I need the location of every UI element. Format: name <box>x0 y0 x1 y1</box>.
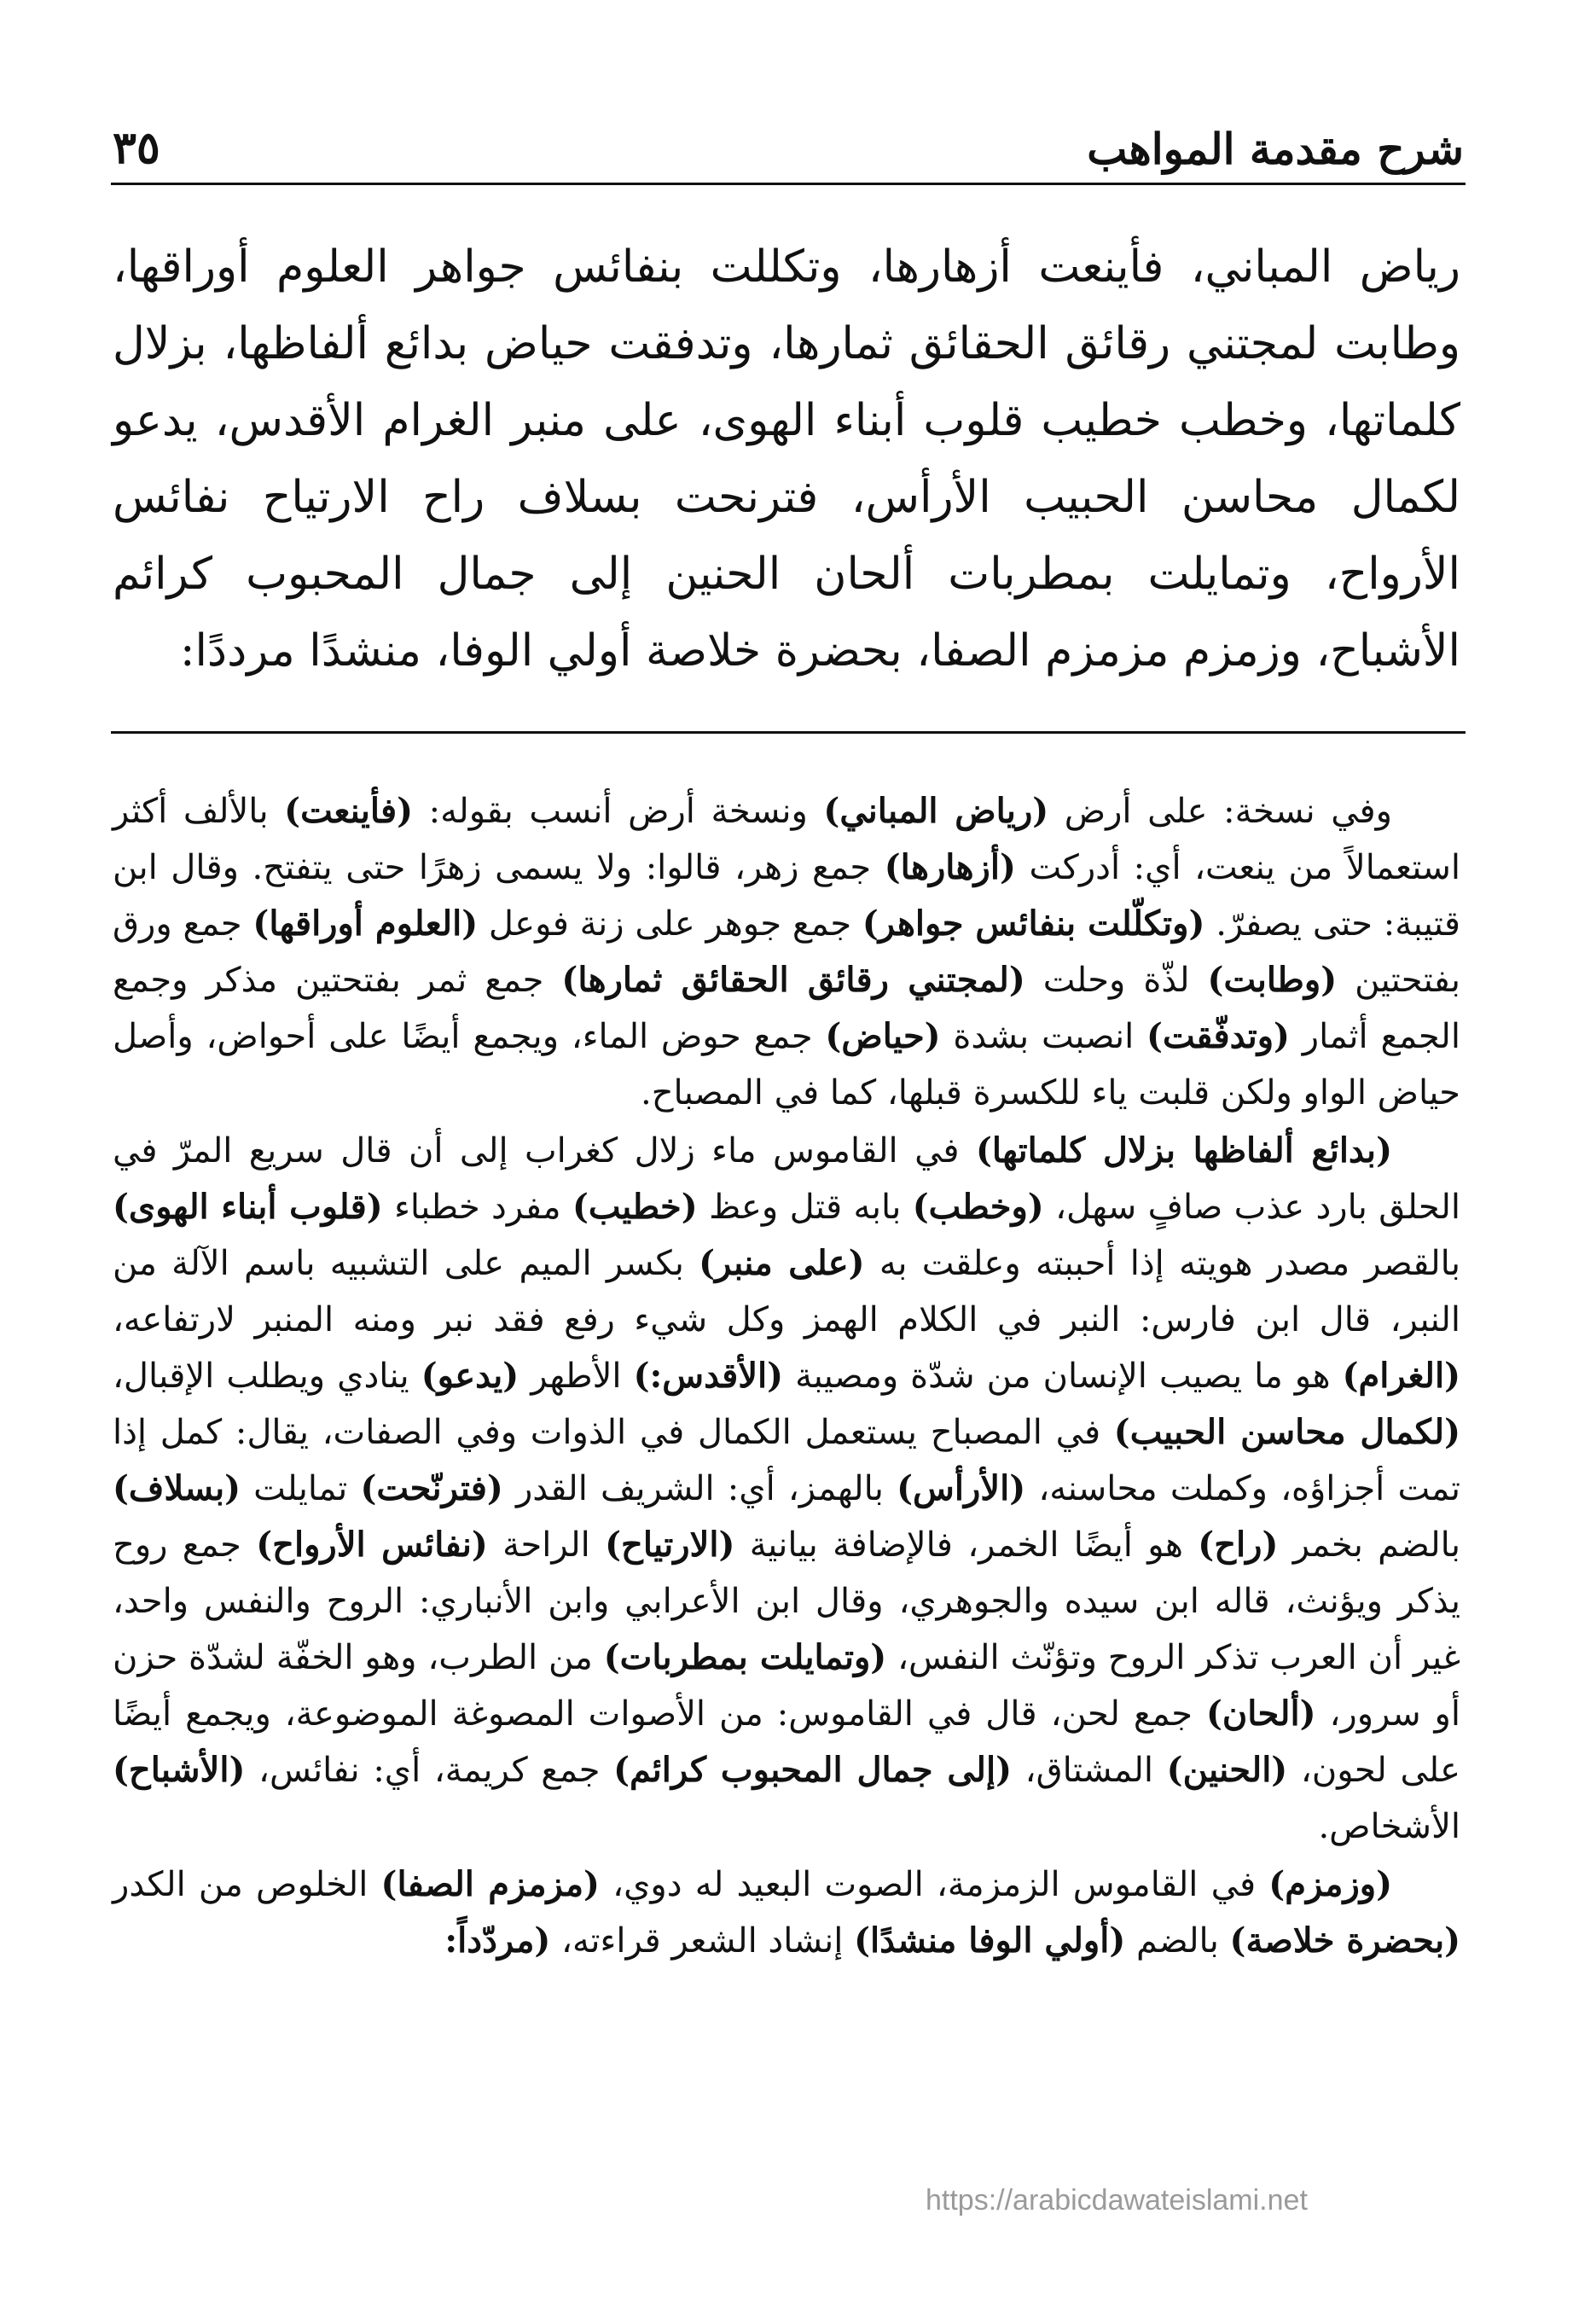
note-text: الأطهر <box>519 1357 634 1396</box>
page-number: ٣٥ <box>113 122 160 174</box>
note-text: في المصباح يستعمل الكمال في الذوات وفي الصفات، يقال: كمل إذا تمت أجزاؤه، وكملت محاسنه، <box>113 1413 1461 1508</box>
bold-lemma: (على منبر) <box>699 1243 865 1283</box>
bold-lemma: (مزمزم الصفا) <box>380 1864 600 1904</box>
bold-lemma: (الأقدس:) <box>633 1356 784 1396</box>
note-text: بالألف أكثر استعمالاً من ينعت، أي: أدركت <box>113 792 1461 887</box>
note-paragraph <box>113 1123 1460 1855</box>
bold-lemma: (الأشباح) <box>113 1750 246 1790</box>
bold-lemma: (الحنين) <box>1166 1750 1288 1790</box>
bold-lemma: (حياض) <box>825 1016 941 1056</box>
note-text: لذّة وحلت <box>1024 961 1208 1000</box>
bold-lemma: (وتمايلت بمطربات) <box>603 1637 887 1677</box>
watermark-url: https://arabicdawateislami.net <box>926 2184 1308 2217</box>
note-text: مفرد خطباء <box>382 1188 572 1227</box>
note-text: في القاموس الزمزمة، الصوت البعيد له دوي، <box>599 1865 1269 1904</box>
note-text: هو ما يصيب الإنسان من شدّة ومصيبة <box>783 1357 1343 1396</box>
main-text: رياض المباني، فأينعت أزهارها، وتكللت بنفائس جواهر العلوم أوراقها، وطابت لمجتني رقائق الحقائق ثمارها، وتدفقت حياض بدائع ألفاظها، بزلال كلماتها، وخطب خطيب قلوب أبناء الهوى، على منبر الغرام الأقدس، يدعو لكمال محاسن الحبيب الأرأس، فترنحت بسلاف راح الارتياح نفائس الأرواح، وتمايلت بمطربات ألحان الحنين إلى جمال المحبوب كرائم الأشباح، وزمزم مزمزم الصفا، بحضرة خلاصة أولي الوفا، منشدًا مرددًا: <box>113 241 1461 677</box>
bold-lemma: (خطيب) <box>572 1187 698 1227</box>
note-text: إنشاد الشعر قراءته، <box>550 1921 855 1961</box>
bold-lemma: (لمجتني رقائق الحقائق ثمارها) <box>561 960 1025 1000</box>
running-title: شرح مقدمة المواهب <box>1087 124 1464 174</box>
note-text: جمع حوض الماء، ويجمع أيضًا على أحواض، وأصل حياض الواو ولكن قلبت ياء للكسرة قبلها، كما في المصباح. <box>113 1017 1460 1113</box>
commentary-notes <box>113 783 1460 1969</box>
bold-lemma: (فأينعت) <box>284 791 414 831</box>
bold-lemma: (الأرأس) <box>897 1468 1026 1508</box>
bold-lemma: (ألحان) <box>1205 1694 1316 1734</box>
bold-lemma: (العلوم أوراقها) <box>252 903 479 944</box>
bold-lemma: (وطابت) <box>1207 960 1338 1000</box>
note-text: انصبت بشدة <box>940 1017 1147 1056</box>
footnote-separator <box>111 731 1466 734</box>
note-text: ونسخة أرض أنسب بقوله: <box>413 792 824 831</box>
bold-lemma: (الغرام) <box>1342 1356 1461 1396</box>
bold-lemma: (نفائس الأرواح) <box>256 1525 488 1565</box>
note-text: جمع ورق بفتحتين <box>113 904 1461 1000</box>
note-text: بابه قتل وعظ <box>697 1188 913 1227</box>
note-text: بكسر الميم على التشبيه باسم الآلة من النبر، قال ابن فارس: النبر في الكلام الهمز وكل شيء رفع فقد نبر ومنه المنبر لارتفاعه، <box>113 1244 1460 1339</box>
note-text: هو أيضًا الخمر، فالإضافة بيانية <box>734 1525 1199 1565</box>
bold-lemma: (وتكلّلت بنفائس جواهر) <box>862 903 1205 944</box>
bold-lemma: (أولي الوفا منشدًا) <box>854 1920 1126 1961</box>
note-text: الأشخاص. <box>1318 1807 1460 1846</box>
bold-lemma: (قلوب أبناء الهوى) <box>113 1187 383 1227</box>
bold-lemma: (فترنّحت) <box>360 1468 503 1508</box>
bold-lemma: (وزمزم) <box>1268 1864 1393 1904</box>
note-text: جمع كريمة، أي: نفائس، <box>245 1751 614 1790</box>
bold-lemma: (لكمال محاسن الحبيب) <box>1113 1412 1461 1452</box>
note-text: جمع ثمر بفتحتين مذكر وجمع الجمع أثمار <box>113 961 1460 1056</box>
bold-lemma: (بدائع ألفاظها بزلال كلماتها) <box>975 1130 1392 1171</box>
bold-lemma: (رياض المباني) <box>823 791 1049 831</box>
bold-lemma: (وخطب) <box>912 1187 1044 1227</box>
bold-lemma: (إلى جمال المحبوب كرائم) <box>613 1750 1012 1790</box>
page-header <box>113 102 1464 174</box>
note-text: الخلوص من الكدر <box>113 1865 381 1904</box>
note-text: من الطرب، وهو الخفّة لشدّة حزن أو سرور، <box>113 1638 1460 1734</box>
bold-lemma: (وتدفّقت) <box>1146 1016 1290 1056</box>
note-text: بالضم بخمر <box>1278 1525 1461 1565</box>
note-text: جمع جوهر على زنة فوعل <box>478 904 862 944</box>
note-text: وفي نسخة: على أرض <box>1048 792 1392 831</box>
note-text: جمع لحن، قال في القاموس: من الأصوات المصوغة الموضوعة، ويجمع أيضًا على لحون، <box>113 1694 1460 1790</box>
bold-lemma: (راح) <box>1198 1525 1279 1565</box>
note-text: في القاموس ماء زلال كغراب إلى أن قال سريع المرّ في الحلق بارد عذب صافٍ سهل، <box>113 1131 1460 1227</box>
note-paragraph <box>113 783 1460 1121</box>
note-paragraph <box>113 1856 1460 1969</box>
note-text: جمع زهر، قالوا: ولا يسمى زهرًا حتى يتفتح. وقال ابن قتيبة: حتى يصفرّ. <box>113 848 1460 944</box>
note-text: بالهمز، أي: الشريف القدر <box>502 1469 897 1508</box>
note-text: المشتاق، <box>1012 1751 1167 1790</box>
bold-lemma: (بسلاف) <box>113 1468 241 1508</box>
note-text: الراحة <box>487 1525 606 1565</box>
note-text: بالقصر مصدر هويته إذا أحببته وعلقت به <box>864 1244 1461 1283</box>
note-text: جمع روح يذكر ويؤنث، قاله ابن سيده والجوهري، وقال ابن الأعرابي وابن الأنباري: الروح والنفس واحد، غير أن العرب تذكر الروح وتؤنّث النفس، <box>113 1525 1460 1677</box>
bold-lemma: (أزهارها) <box>884 847 1016 887</box>
bold-lemma: (يدعو) <box>421 1356 519 1396</box>
note-text: بالضم <box>1125 1921 1230 1961</box>
header-rule <box>111 183 1466 185</box>
bold-lemma: (بحضرة خلاصة) <box>1229 1920 1460 1961</box>
note-text: تمايلت <box>241 1469 361 1508</box>
bold-lemma: (مردّداً: <box>444 1920 551 1961</box>
bold-lemma: (الارتياح) <box>605 1525 735 1565</box>
note-text: ينادي ويطلب الإقبال، <box>113 1357 421 1396</box>
